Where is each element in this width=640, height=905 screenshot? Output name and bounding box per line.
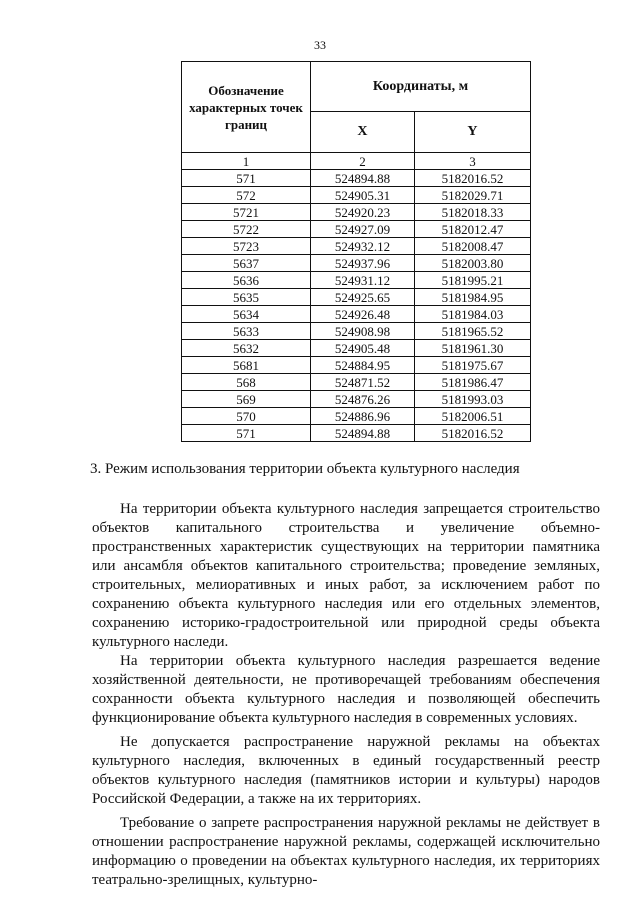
y-coordinate-cell: 5181993.03 [414, 391, 530, 408]
y-coordinate-cell: 5181984.95 [414, 289, 530, 306]
x-coordinate-cell: 524871.52 [311, 374, 415, 391]
x-coordinate-cell: 524908.98 [311, 323, 415, 340]
table-row [182, 255, 531, 272]
point-id-cell: 571 [182, 170, 311, 187]
section-title: 3. Режим использования территории объекта культурного наследия [90, 461, 520, 477]
y-coordinate-cell: 5181965.52 [414, 323, 530, 340]
table-row [182, 340, 531, 357]
header-y: Y [414, 111, 530, 152]
header-x: X [311, 111, 415, 152]
table-row [182, 306, 531, 323]
column-number: 2 [311, 153, 415, 170]
table-row [182, 391, 531, 408]
point-id-cell: 5635 [182, 289, 311, 306]
y-coordinate-cell: 5182029.71 [414, 187, 530, 204]
point-id-cell: 569 [182, 391, 311, 408]
y-coordinate-cell: 5182016.52 [414, 425, 530, 442]
y-coordinate-cell: 5182008.47 [414, 238, 530, 255]
y-coordinate-cell: 5182016.52 [414, 170, 530, 187]
table-row [182, 187, 531, 204]
x-coordinate-cell: 524926.48 [311, 306, 415, 323]
point-id-cell: 5632 [182, 340, 311, 357]
table-row [182, 408, 531, 425]
point-id-cell: 5721 [182, 204, 311, 221]
point-id-cell: 5637 [182, 255, 311, 272]
table-row [182, 289, 531, 306]
table-row [182, 272, 531, 289]
y-coordinate-cell: 5181961.30 [414, 340, 530, 357]
table-row [182, 425, 531, 442]
x-coordinate-cell: 524932.12 [311, 238, 415, 255]
x-coordinate-cell: 524937.96 [311, 255, 415, 272]
coordinates-table-body [182, 170, 531, 442]
y-coordinate-cell: 5181984.03 [414, 306, 530, 323]
x-coordinate-cell: 524894.88 [311, 170, 415, 187]
x-coordinate-cell: 524927.09 [311, 221, 415, 238]
column-number: 1 [182, 153, 311, 170]
table-row [182, 323, 531, 340]
y-coordinate-cell: 5182012.47 [414, 221, 530, 238]
paragraph: Требование о запрете распространения наружной рекламы не действует в отношении распространение наружной рекламы, содержащей исключительно информацию о проведении на объектах культурного наследия, их территориях театрально-зрелищных, культурно- [92, 815, 600, 888]
y-coordinate-cell: 5181975.67 [414, 357, 530, 374]
table-row [182, 170, 531, 187]
x-coordinate-cell: 524905.31 [311, 187, 415, 204]
y-coordinate-cell: 5182003.80 [414, 255, 530, 272]
x-coordinate-cell: 524920.23 [311, 204, 415, 221]
x-coordinate-cell: 524884.95 [311, 357, 415, 374]
point-id-cell: 5681 [182, 357, 311, 374]
paragraph: Не допускается распространение наружной рекламы на объектах культурного наследия, включенных в единый государственный реестр объектов культурного наследия (памятников истории и культуры) народов Российской Федерации, а также на их территориях. [92, 734, 600, 807]
x-coordinate-cell: 524931.12 [311, 272, 415, 289]
column-number: 3 [414, 153, 530, 170]
point-id-cell: 5636 [182, 272, 311, 289]
x-coordinate-cell: 524886.96 [311, 408, 415, 425]
paragraph: На территории объекта культурного наследия разрешается ведение хозяйственной деятельности, не противоречащей требованиям обеспечения сохранности объекта культурного наследия и позволяющей обеспечить функционирование объекта культурного наследия в современных условиях. [92, 653, 600, 726]
y-coordinate-cell: 5182006.51 [414, 408, 530, 425]
y-coordinate-cell: 5182018.33 [414, 204, 530, 221]
x-coordinate-cell: 524876.26 [311, 391, 415, 408]
point-id-cell: 568 [182, 374, 311, 391]
point-id-cell: 5633 [182, 323, 311, 340]
paragraph: На территории объекта культурного наследия запрещается строительство объектов капитального строительства и увеличение объемно-пространственных характеристик существующих на территории памятника или ансамбля объектов капитального строительства; проведение земляных, строительных, мелиоративных и иных работ, за исключением работ по сохранению объекта культурного наследия или его отдельных элементов, сохранению историко-градостроительной или природной среды объекта культурного наследи. [92, 501, 600, 650]
y-coordinate-cell: 5181995.21 [414, 272, 530, 289]
point-id-cell: 570 [182, 408, 311, 425]
body-text [92, 500, 600, 890]
point-id-cell: 5722 [182, 221, 311, 238]
header-coordinates: Координаты, м [311, 62, 531, 112]
x-coordinate-cell: 524905.48 [311, 340, 415, 357]
page-number: 33 [314, 38, 326, 52]
point-id-cell: 5634 [182, 306, 311, 323]
y-coordinate-cell: 5181986.47 [414, 374, 530, 391]
coordinates-table [181, 61, 531, 442]
table-row [182, 204, 531, 221]
table-row [182, 238, 531, 255]
table-row [182, 374, 531, 391]
header-point-designation: Обозначение характерных точек границ [182, 62, 311, 153]
table-row [182, 221, 531, 238]
x-coordinate-cell: 524894.88 [311, 425, 415, 442]
table-row [182, 357, 531, 374]
point-id-cell: 5723 [182, 238, 311, 255]
x-coordinate-cell: 524925.65 [311, 289, 415, 306]
point-id-cell: 572 [182, 187, 311, 204]
point-id-cell: 571 [182, 425, 311, 442]
